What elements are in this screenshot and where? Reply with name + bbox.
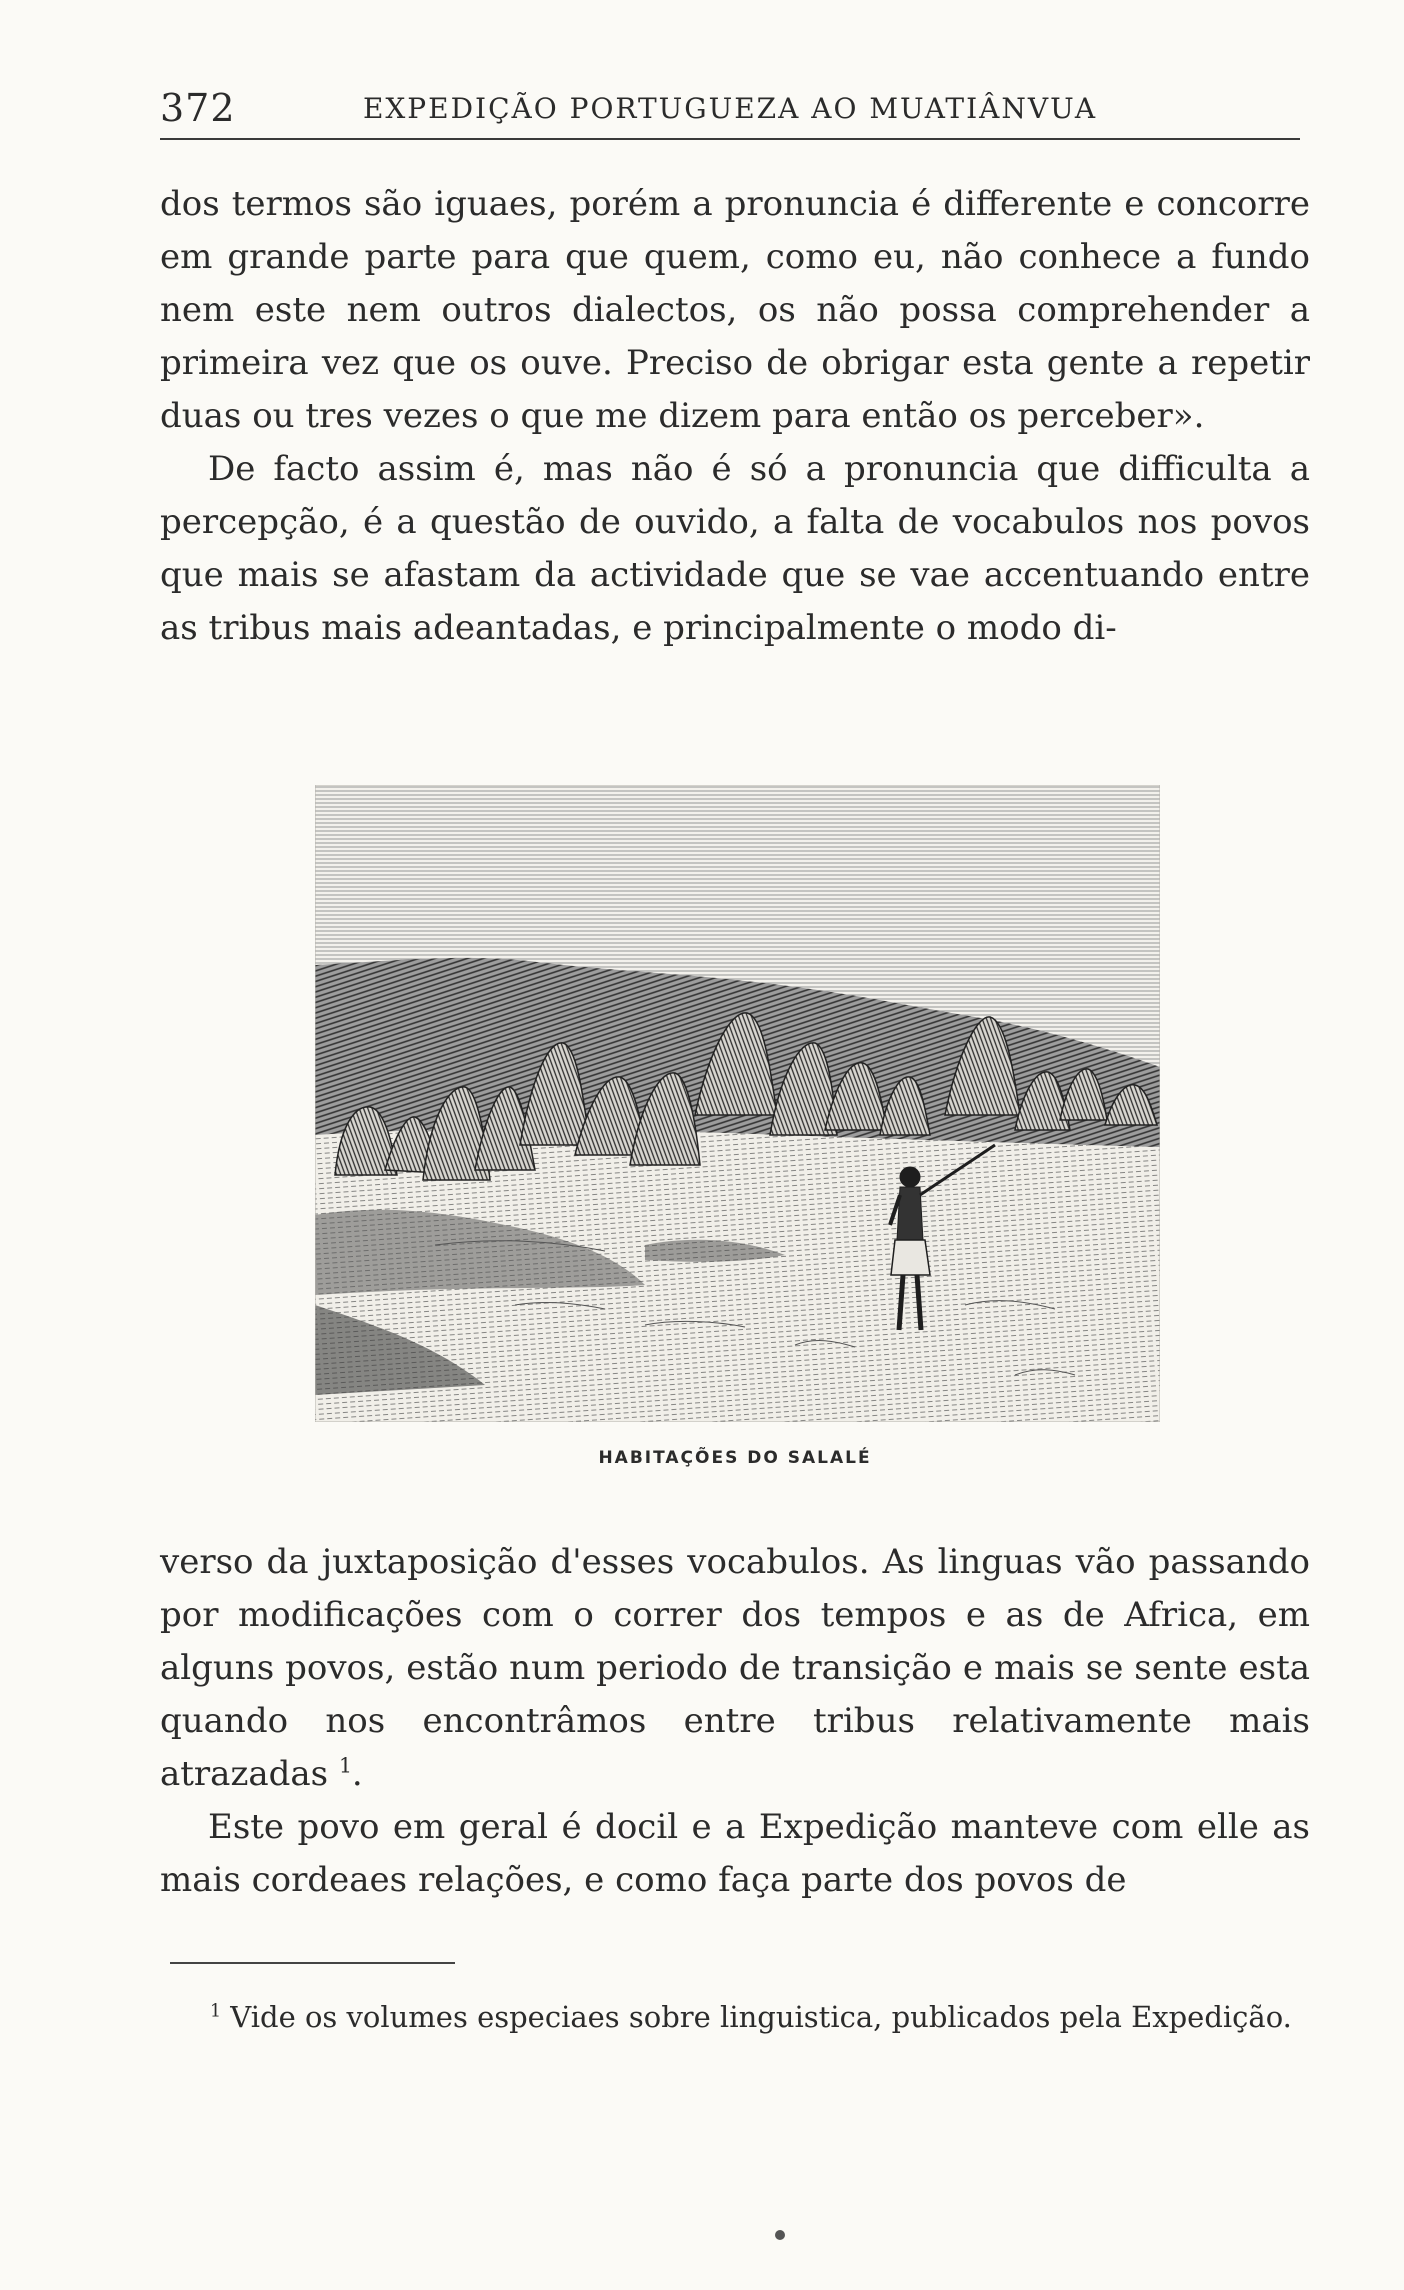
page-dot-mark bbox=[775, 2230, 785, 2240]
footnote-text: Vide os volumes especiaes sobre linguistica, publicados pela Expedição. bbox=[221, 2000, 1292, 2034]
header-rule bbox=[160, 138, 1300, 140]
paragraph-continuation: dos termos são iguaes, porém a pronuncia é differente e concorre em grande parte para que quem, como eu, não conhece a fundo nem este nem outros dialectos, os não possa comprehender a primeira vez que os ouve. Preciso de obrigar esta gente a repetir duas ou tres vezes o que me dizem para então os perceber». bbox=[160, 184, 1310, 436]
paragraph-verso bbox=[160, 1536, 1310, 1801]
footnote bbox=[160, 1995, 1310, 2039]
paragraph-de-facto: De facto assim é, mas não é só a pronuncia que difficulta a percepção, é a questão de ouvido, a falta de vocabulos nos povos que mais se afastam da actividade que se vae accentuando entre as tribus mais adeantadas, e principalmente o modo di- bbox=[160, 449, 1310, 648]
termite-mounds-engraving bbox=[315, 785, 1160, 1422]
running-title: EXPEDIÇÃO PORTUGUEZA AO MUATIÂNVUA bbox=[362, 92, 1098, 125]
page-number: 372 bbox=[160, 86, 236, 130]
paragraph-este-povo: Este povo em geral é docil e a Expedição manteve com elle as mais cordeaes relações, e como faça parte dos povos de bbox=[160, 1807, 1310, 1900]
paragraph-verso-text: verso da juxtaposição d'esses vocabulos. As linguas vão passando por modificações com o correr dos tempos e as de Africa, em alguns povos, estão num periodo de transição e mais se sente esta quando nos encontrâmos entre tribus relativamente mais atrazadas bbox=[160, 1542, 1310, 1794]
paragraph-verso-end: . bbox=[351, 1754, 363, 1794]
page-header bbox=[160, 80, 1300, 140]
footnote-reference[interactable]: 1 bbox=[338, 1753, 352, 1778]
body-text-top bbox=[160, 178, 1310, 655]
engraving-illustration bbox=[315, 785, 1160, 1422]
figure-caption: HABITAÇÕES DO SALALÉ bbox=[598, 1448, 872, 1468]
footnote-rule bbox=[170, 1962, 455, 1964]
footnote-marker: 1 bbox=[210, 2001, 222, 2022]
body-text-bottom bbox=[160, 1536, 1310, 1907]
